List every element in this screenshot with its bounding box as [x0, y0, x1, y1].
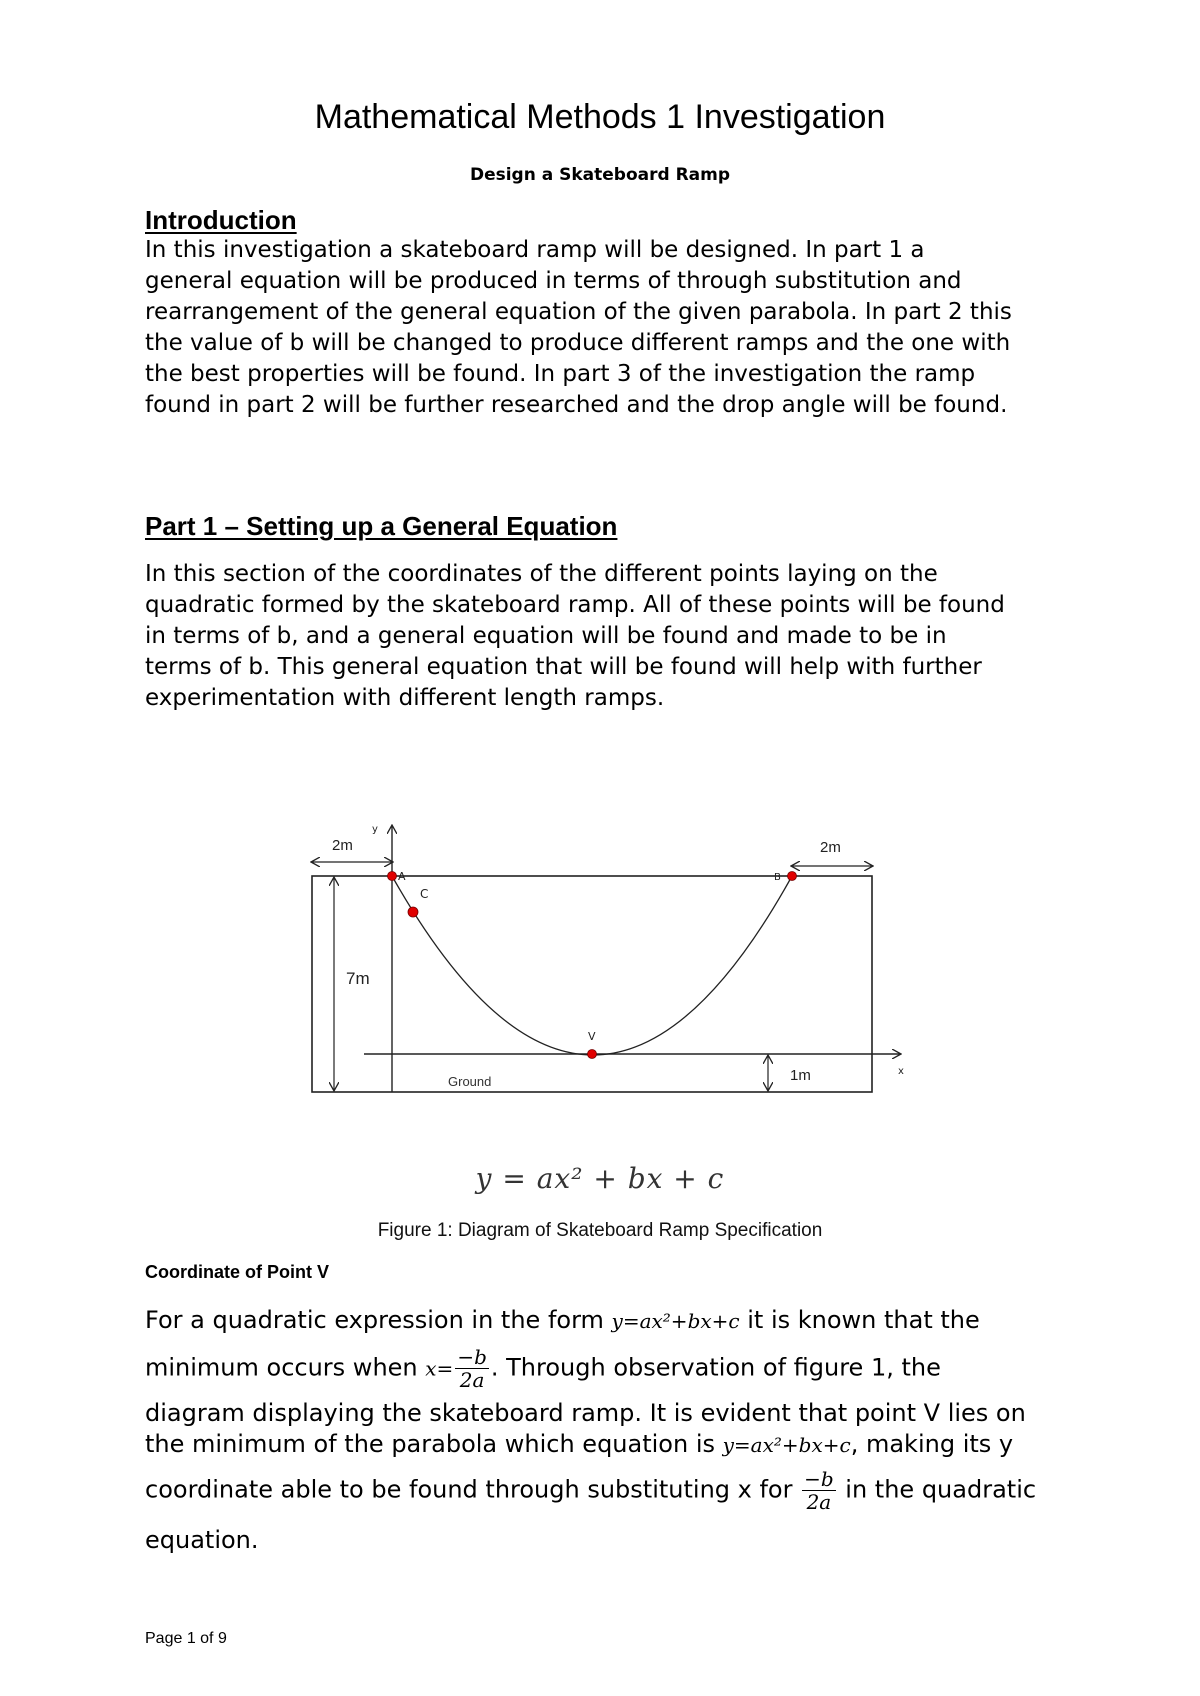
y-axis-label: y — [372, 824, 378, 835]
point-a-label: A — [398, 870, 406, 883]
ground-offset-label: 1m — [790, 1067, 811, 1084]
point-v-heading: Coordinate of Point V — [145, 1262, 329, 1282]
fraction — [455, 1346, 489, 1391]
fraction-numerator: −b — [804, 1467, 834, 1491]
fraction-denominator: 2a — [459, 1368, 485, 1392]
inline-equation: y=ax²+bx+c — [611, 1309, 740, 1333]
point-b-marker — [788, 872, 797, 881]
skateboard-ramp-diagram — [300, 812, 920, 1102]
text-span: For a quadratic expression in the form — [145, 1306, 612, 1334]
text-span: in the quadratic — [837, 1475, 1037, 1504]
text-span: coordinate able to be found through substituting x for — [145, 1475, 801, 1504]
point-v-line-4 — [145, 1429, 1013, 1460]
text-span: minimum occurs when — [145, 1353, 426, 1382]
part1-heading: Part 1 – Setting up a General Equation — [145, 511, 618, 541]
intro-line: rearrangement of the general equation of the given parabola. In part 2 this — [145, 299, 1012, 325]
figure-caption: Figure 1: Diagram of Skateboard Ramp Specification — [377, 1220, 823, 1241]
part1-line: in terms of b, and a general equation will be found and made to be in — [145, 623, 947, 649]
intro-line: the best properties will be found. In part 3 of the investigation the ramp — [145, 361, 976, 387]
page-number: Page 1 of 9 — [145, 1630, 227, 1647]
intro-line: found in part 2 will be further researched and the drop angle will be found. — [145, 392, 1008, 418]
intro-paragraph — [145, 235, 1065, 421]
part1-line: In this section of the coordinates of the different points laying on the — [145, 561, 938, 587]
intro-line: general equation will be produced in terms of through substitution and — [145, 268, 962, 294]
point-c-marker — [408, 907, 418, 917]
point-v-line-2 — [145, 1346, 941, 1391]
point-a-marker — [388, 872, 397, 881]
text-span: it is known that the — [739, 1306, 980, 1334]
point-v-line-1 — [145, 1305, 980, 1336]
right-width-label: 2m — [820, 839, 841, 856]
fraction-numerator: −b — [457, 1345, 487, 1369]
left-width-label: 2m — [332, 837, 353, 854]
part1-line: terms of b. This general equation that will be found will help with further — [145, 654, 982, 680]
intro-line: the value of b will be changed to produce different ramps and the one with — [145, 330, 1011, 356]
intro-line: In this investigation a skateboard ramp will be designed. In part 1 a — [145, 237, 925, 263]
ground-label: Ground — [448, 1074, 492, 1089]
part1-line: experimentation with different length ramps. — [145, 685, 665, 711]
point-v-line-3: diagram displaying the skateboard ramp. It is evident that point V lies on — [145, 1399, 1026, 1427]
inline-equation: y=ax²+bx+c — [722, 1433, 851, 1457]
part1-line: quadratic formed by the skateboard ramp. All of these points will be found — [145, 592, 1005, 618]
ramp-frame — [312, 876, 872, 1092]
height-label: 7m — [346, 969, 370, 988]
inline-equation: x= — [425, 1356, 454, 1381]
x-axis-label: x — [898, 1066, 904, 1077]
intro-heading: Introduction — [145, 205, 297, 235]
fraction — [802, 1468, 836, 1513]
document-subtitle: Design a Skateboard Ramp — [469, 165, 731, 185]
point-b-label: B — [774, 872, 781, 883]
document-title: Mathematical Methods 1 Investigation — [314, 98, 886, 136]
fraction-denominator: 2a — [806, 1490, 832, 1514]
point-v-label: V — [588, 1030, 596, 1043]
point-v-line-6: equation. — [145, 1526, 259, 1554]
point-v-marker — [588, 1050, 597, 1059]
text-span: , making its y — [850, 1430, 1014, 1458]
point-v-line-5 — [145, 1468, 1036, 1513]
text-span: the minimum of the parabola which equation is — [145, 1430, 723, 1458]
point-c-label: C — [420, 887, 429, 901]
part1-paragraph — [145, 559, 1065, 714]
parabola-equation: y = ax² + bx + c — [475, 1162, 725, 1195]
text-span: . Through observation of figure 1, the — [490, 1353, 941, 1382]
ramp-parabola — [392, 876, 792, 1055]
